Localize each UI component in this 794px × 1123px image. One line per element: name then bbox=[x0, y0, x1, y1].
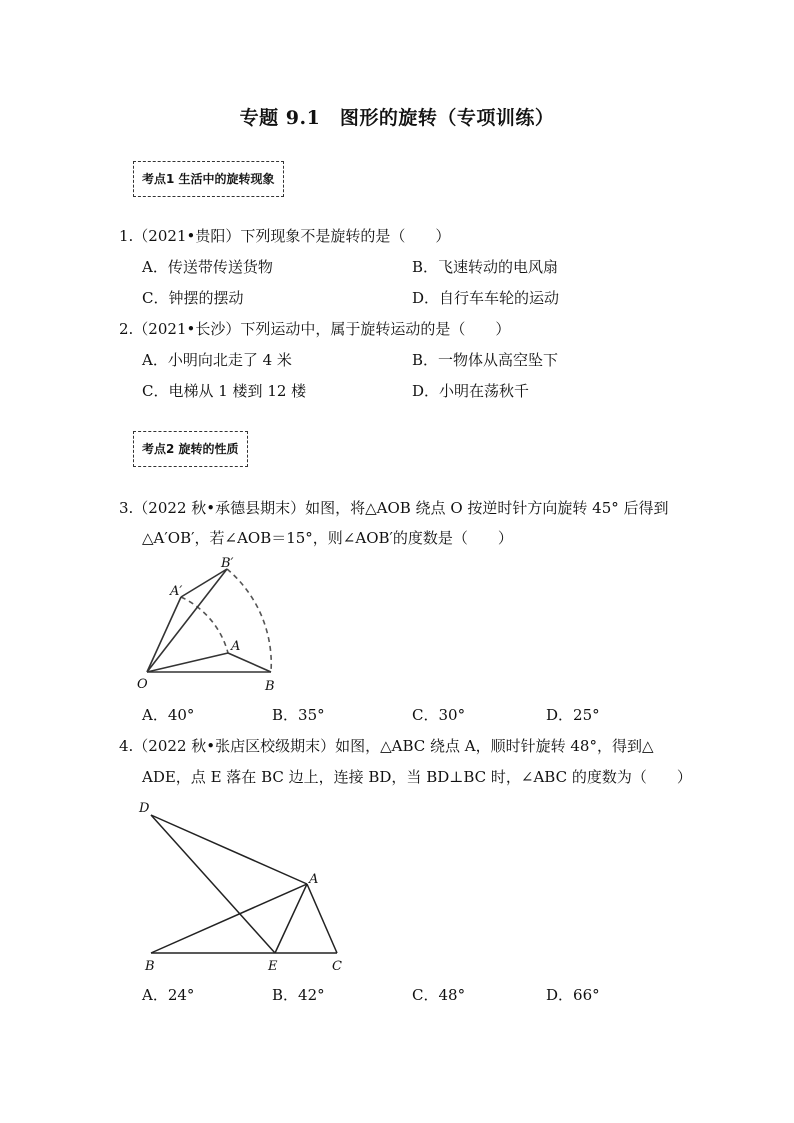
question-4-option-b[interactable]: B．42° bbox=[272, 986, 325, 1004]
question-4-option-c[interactable]: C．48° bbox=[412, 986, 466, 1004]
label-o: O bbox=[137, 677, 148, 692]
question-2-option-b[interactable]: B．一物体从高空坠下 bbox=[412, 351, 559, 369]
label-a: A bbox=[231, 639, 241, 654]
section-label-2: 考点2 旋转的性质 bbox=[133, 431, 248, 467]
question-4-option-a[interactable]: A．24° bbox=[142, 986, 195, 1004]
section-label-1: 考点1 生活中的旋转现象 bbox=[133, 161, 284, 197]
question-4-option-d[interactable]: D．66° bbox=[546, 986, 600, 1004]
question-1-option-c[interactable]: C．钟摆的摆动 bbox=[142, 289, 244, 307]
label-a-prime: A′ bbox=[170, 584, 183, 599]
question-2-text: 2.（2021•长沙）下列运动中，属于旋转运动的是（ ） bbox=[119, 320, 511, 338]
segment-de bbox=[151, 815, 275, 953]
question-1-option-b[interactable]: B．飞速转动的电风扇 bbox=[412, 258, 559, 276]
question-1-option-a[interactable]: A．传送带传送货物 bbox=[142, 258, 273, 276]
question-1-option-d[interactable]: D．自行车车轮的运动 bbox=[412, 289, 560, 307]
question-3-figure bbox=[130, 555, 300, 700]
segment-da bbox=[151, 815, 307, 884]
segment-ab bbox=[228, 653, 271, 672]
question-1-text: 1.（2021•贵阳）下列现象不是旋转的是（ ） bbox=[119, 227, 451, 245]
segment-a-prime-b-prime bbox=[181, 569, 227, 597]
question-2-option-c[interactable]: C．电梯从 1 楼到 12 楼 bbox=[142, 382, 307, 400]
label-e: E bbox=[268, 959, 278, 974]
question-4-figure bbox=[130, 795, 360, 980]
label-b: B bbox=[265, 679, 275, 694]
question-3-option-b[interactable]: B．35° bbox=[272, 706, 325, 724]
page-title: 专题 9.1 图形的旋转（专项训练） bbox=[239, 107, 555, 129]
question-2-option-a[interactable]: A．小明向北走了 4 米 bbox=[142, 351, 292, 369]
question-3-option-a[interactable]: A．40° bbox=[142, 706, 195, 724]
segment-ba bbox=[151, 884, 307, 953]
question-3-option-c[interactable]: C．30° bbox=[412, 706, 466, 724]
segment-ac bbox=[307, 884, 337, 953]
segment-ea bbox=[275, 884, 307, 953]
arc-a-to-a-prime bbox=[181, 597, 228, 653]
label-b-prime: B′ bbox=[221, 556, 234, 571]
label-a: A bbox=[309, 872, 319, 887]
question-3-line-1: 3.（2022 秋•承德县期末）如图，将△AOB 绕点 O 按逆时针方向旋转 45° 后得到 bbox=[119, 499, 669, 517]
label-d: D bbox=[139, 801, 150, 816]
label-b: B bbox=[145, 959, 155, 974]
question-3-option-d[interactable]: D．25° bbox=[546, 706, 600, 724]
question-3-line-2: △A′OB′，若∠AOB＝15°，则∠AOB′的度数是（ ） bbox=[142, 529, 513, 547]
arc-b-to-b-prime bbox=[227, 569, 271, 672]
question-4-line-2: ADE，点 E 落在 BC 边上，连接 BD，当 BD⊥BC 时，∠ABC 的度数为（ ） bbox=[142, 768, 692, 786]
question-4-line-1: 4.（2022 秋•张店区校级期末）如图，△ABC 绕点 A，顺时针旋转 48°，得到△ bbox=[119, 737, 654, 755]
question-2-option-d[interactable]: D．小明在荡秋千 bbox=[412, 382, 530, 400]
label-c: C bbox=[332, 959, 342, 974]
